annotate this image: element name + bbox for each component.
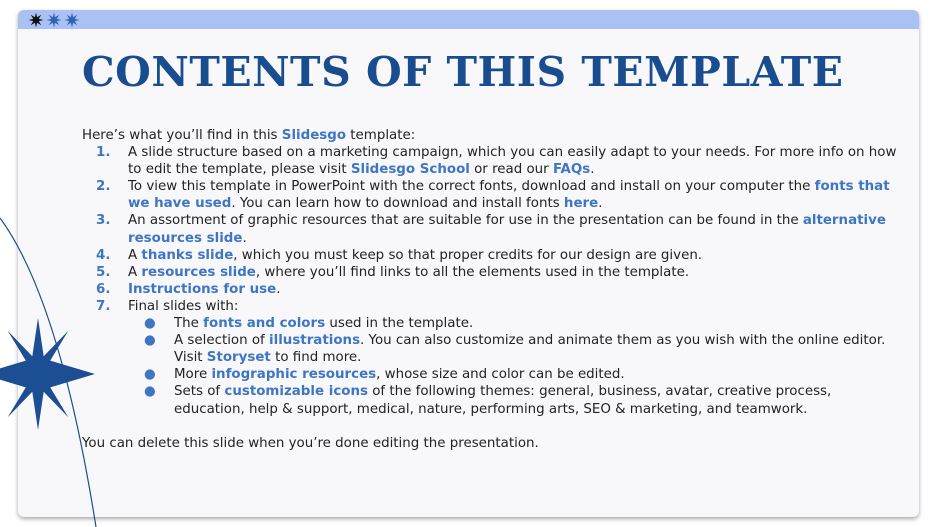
blue-star-icon [64, 12, 80, 28]
page-title: CONTENTS OF THIS TEMPLATE [82, 48, 844, 96]
list-item: 4. A thanks slide, which you must keep so that proper credits for our design are given. [96, 247, 703, 263]
intro-text: Here’s what you’ll find in this Slidesgo template: [82, 128, 416, 143]
slidesgo-school-link[interactable]: Slidesgo School [350, 162, 470, 178]
infographic-link[interactable]: infographic resources [211, 367, 377, 383]
illustrations-link[interactable]: illustrations [269, 333, 361, 349]
fonts-colors-link[interactable]: fonts and colors [203, 316, 326, 332]
list-item: 3. An assortment of graphic resources that are suitable for use in the presentation can be found in the alternative resources slide. [96, 213, 886, 246]
bullet-item: ● Sets of customizable icons of the following themes: general, business, avatar, creative process, education, help & support, medical, nature, performing arts, SEO & marketing, and teamwork. [144, 384, 832, 417]
black-star-icon [28, 12, 44, 28]
list-item: 1. A slide structure based on a marketing campaign, which you can easily adapt to your needs. For more info on how to edit the template, please visit Slidesgo School or read our FAQs. [96, 145, 897, 178]
list-item: 2. To view this template in PowerPoint with the correct fonts, download and install on your computer the fonts that we have used. You can learn how to download and install fonts here. [96, 179, 890, 212]
resources-slide-link[interactable]: resources slide [141, 264, 256, 280]
footer-note: You can delete this slide when you’re done editing the presentation. [82, 435, 539, 451]
alternative-resources-link[interactable]: alternative resources slide [128, 213, 886, 246]
slide-card [18, 10, 919, 517]
star-icons [28, 11, 80, 28]
bullet-item: ● The fonts and colors used in the template. [144, 316, 474, 332]
faqs-link[interactable]: FAQs [552, 162, 591, 178]
top-bar [18, 10, 919, 29]
numbered-list [82, 144, 902, 418]
list-item: 7. Final slides with: ● The fonts and colors used in the template. ● A selection of illustrations. You can also customize and animate them as you wish with the online editor. Visit Storyset to find more. ● More infographic resources, whose size and color can be edited. ● Sets of customizable icons of the following themes: general, business, avatar, creative process, education, help & support, medical, nature, performing arts, SEO & marketing, and teamwork. [82, 298, 902, 418]
thanks-slide-link[interactable]: thanks slide [141, 247, 234, 263]
content-body [82, 127, 902, 452]
slidesgo-link[interactable]: Slidesgo [281, 128, 347, 143]
list-item: 5. A resources slide, where you’ll find links to all the elements used in the template. [96, 264, 690, 280]
storyset-link[interactable]: Storyset [206, 350, 271, 366]
blue-star-icon [46, 12, 62, 28]
instructions-link[interactable]: Instructions for use [128, 281, 277, 297]
fonts-here-link[interactable]: here [563, 196, 599, 212]
list-item: 6. Instructions for use. [96, 281, 281, 297]
bullet-list [128, 315, 902, 418]
bullet-item: ● More infographic resources, whose size and color can be edited. [144, 367, 625, 383]
icons-link[interactable]: customizable icons [224, 384, 368, 400]
bullet-item: ● A selection of illustrations. You can also customize and animate them as you wish with the online editor. Visit Storyset to find more. [144, 333, 886, 366]
fonts-used-link[interactable]: fonts that we have used [128, 179, 890, 212]
